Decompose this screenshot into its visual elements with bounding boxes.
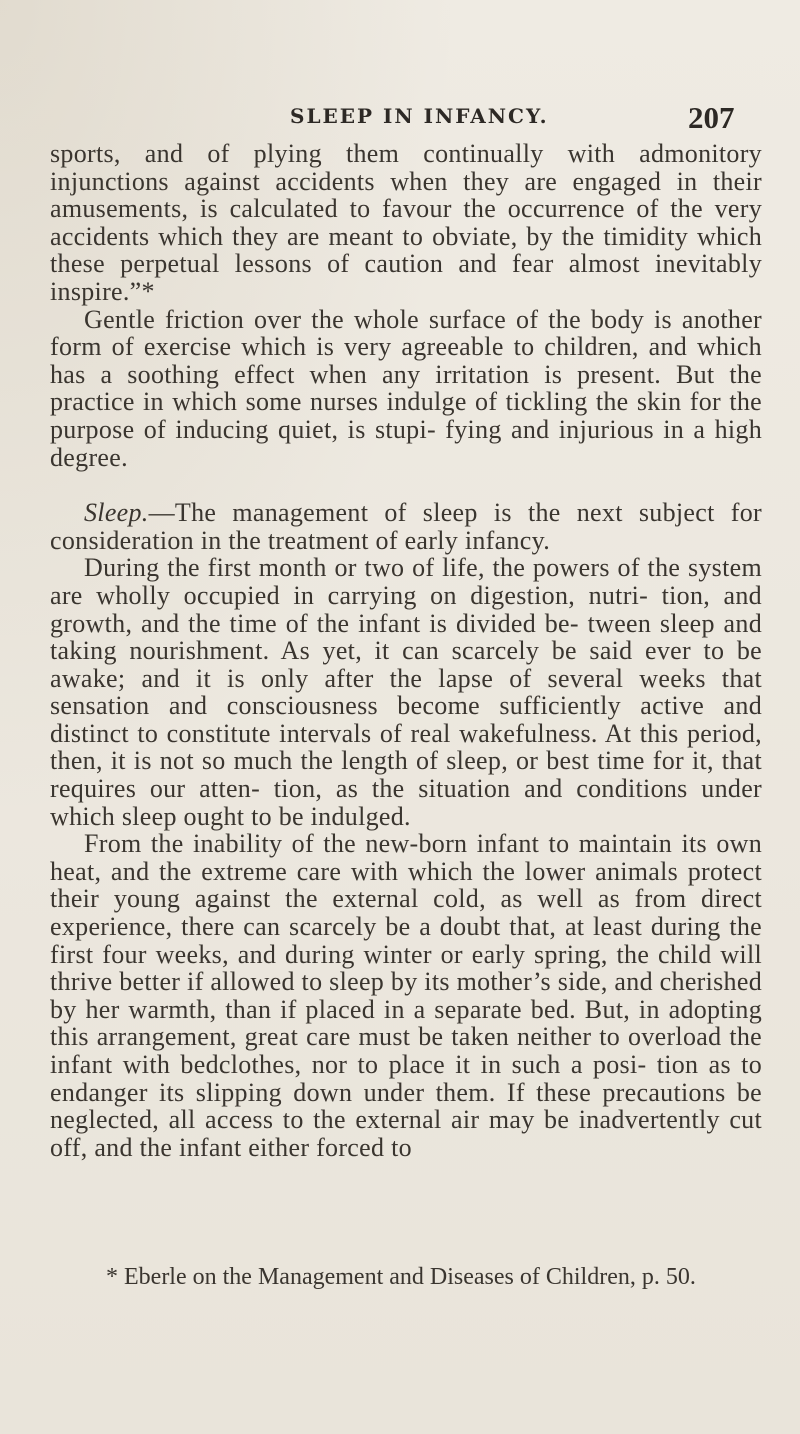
section-heading-rest: —The management of sleep is the next subject for consideration in the treatment of early infancy. — [50, 498, 762, 555]
paragraph-first-month: During the first month or two of life, the powers of the system are wholly occupied in carrying on digestion, nutri- tion, and growth, and the time of the infant is divided be- tween sleep and taking nourishment. As yet, it can scarcely be said ever to be awake; and it is only after the lapse of several weeks that sensation and consciousness become sufficiently active and distinct to constitute intervals of real wakefulness. At this period, then, it is not so much the length of sleep, or best time for it, that requires our atten- tion, as the situation and conditions under which sleep ought to be indulged. — [50, 553, 762, 831]
paragraph-friction: Gentle friction over the whole surface of the body is another form of exercise which is very agreeable to children, and which has a soothing effect when any irritation is present. But the practice in which some nurses indulge of tickling the skin for the purpose of inducing quiet, is stupi- fying and injurious in a high degree. — [50, 304, 762, 472]
section-heading-sleep: Sleep. — [84, 498, 149, 528]
paragraph-sleep-heading — [50, 499, 762, 554]
footnote: * Eberle on the Management and Diseases of Children, p. 50. — [106, 1264, 696, 1290]
body-text — [50, 140, 762, 1161]
paragraph-newborn-heat: From the inability of the new-born infant to maintain its own heat, and the extreme care with which the lower animals protect their young against the external cold, as well as from direct experience, there can scarcely be a doubt that, at least during the first four weeks, and during winter or early spring, the child will thrive better if allowed to sleep by its mother’s side, and cherished by her warmth, than if placed in a separate bed. But, in adopting this arrangement, great care must be taken neither to overload the infant with bedclothes, nor to place it in such a posi- tion as to endanger its slipping down under them. If these precautions be neglected, all access to the external air may be inadvertently cut off, and the infant either forced to — [50, 829, 762, 1162]
running-header — [0, 92, 800, 135]
page-number: 207 — [688, 100, 735, 135]
paragraph-continuation: sports, and of plying them continually with admonitory injunctions against accidents when they are engaged in their amusements, is calculated to favour the occurrence of the very accidents which they are meant to obviate, by the timidity which these perpetual lessons of caution and fear almost inevitably inspire.”* — [50, 139, 762, 306]
running-title: SLEEP IN INFANCY. — [290, 104, 549, 128]
